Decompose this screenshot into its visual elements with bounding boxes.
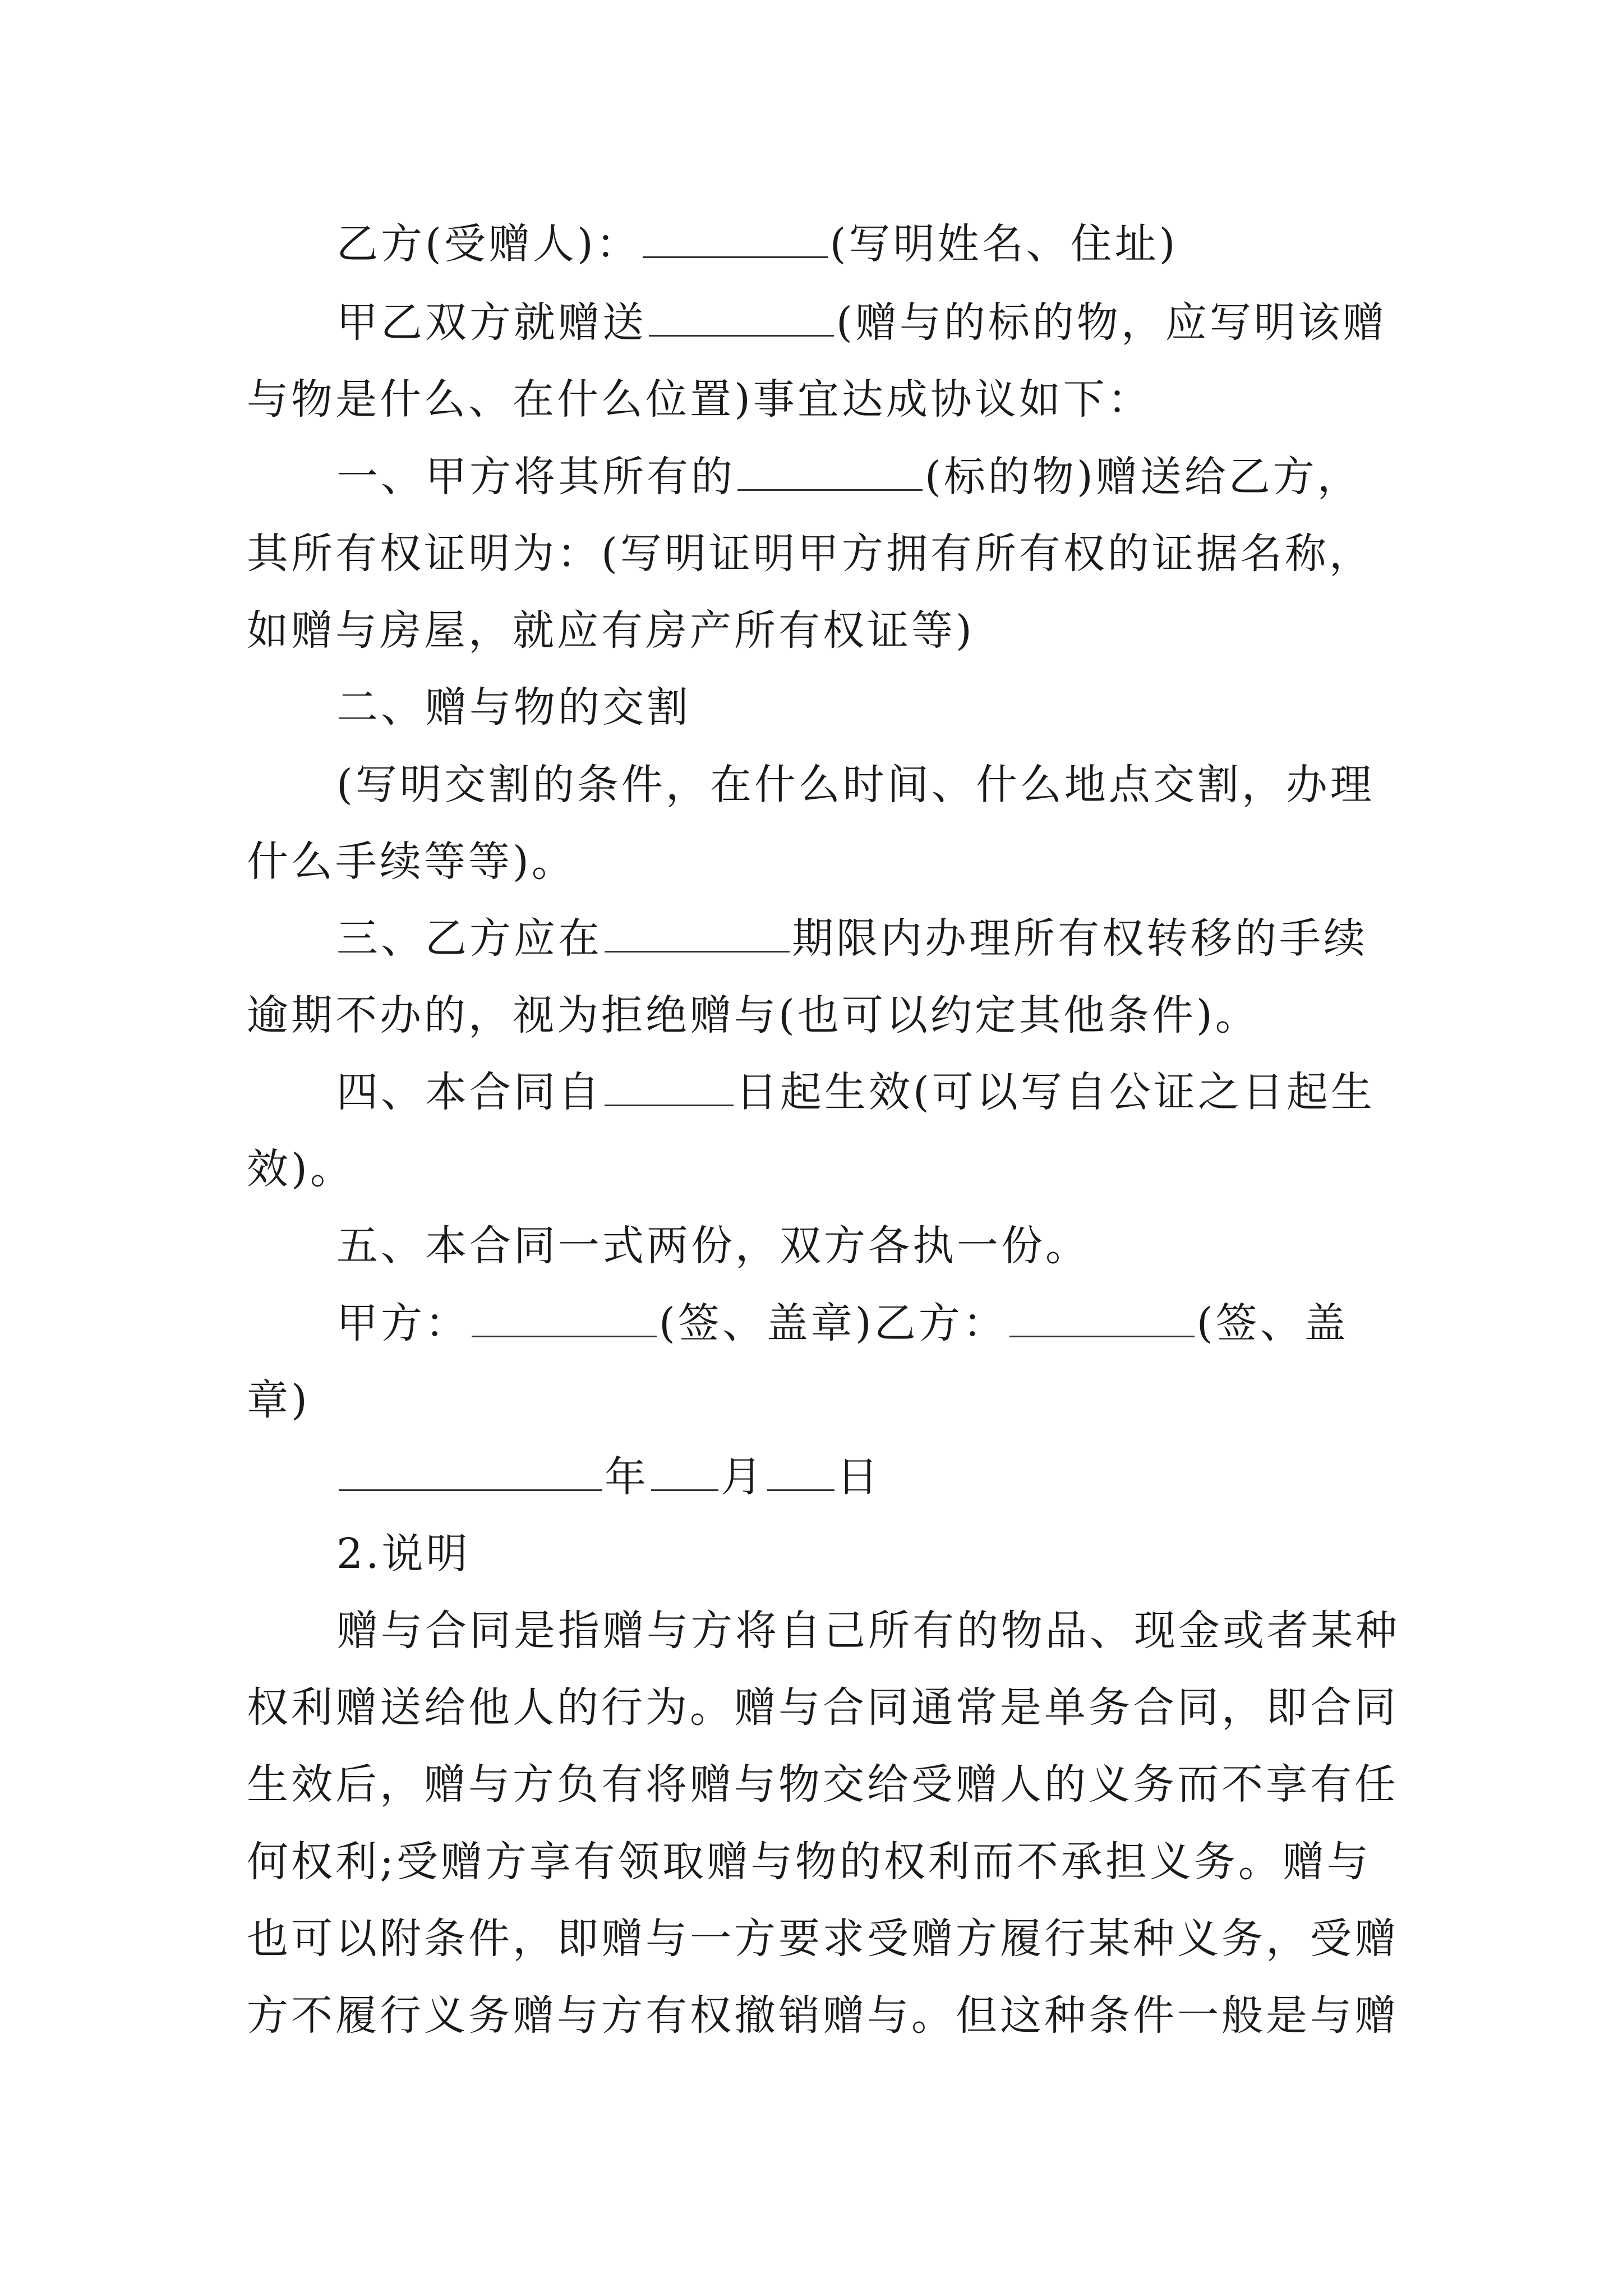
sign-party-b-note: (签、盖 xyxy=(1196,1299,1349,1347)
gift-item-blank xyxy=(649,302,834,337)
clause-1-line-1 xyxy=(336,449,1362,505)
explanation-text: 方不履行义务赠与方有权撤销赠与。但这种条件一般是与赠 xyxy=(247,1991,1399,2040)
explanation-line-6 xyxy=(247,1987,1399,2044)
clause-1-line-2 xyxy=(247,526,1373,582)
section-2-heading: 2.说明 xyxy=(336,1530,471,1578)
party-b-label: 乙方(受赠人)： xyxy=(336,220,640,268)
clause-1-example: 如赠与房屋，就应有房产所有权证等) xyxy=(247,606,975,655)
clause-4-blank xyxy=(605,1072,734,1106)
clause-5-line xyxy=(336,1218,1090,1274)
clause-2-heading: 二、赠与物的交割 xyxy=(336,683,691,731)
clause-3-blank xyxy=(605,918,790,953)
clause-3-text: 三、乙方应在 xyxy=(336,914,602,963)
section-2-title xyxy=(336,1526,471,1582)
date-line xyxy=(336,1449,881,1505)
gift-intro-line-1 xyxy=(336,295,1387,351)
clause-1-line-3 xyxy=(247,602,975,659)
explanation-text: 何权利;受赠方享有领取赠与物的权利而不承担义务。赠与 xyxy=(247,1838,1371,1886)
explanation-text: 权利赠送给他人的行为。赠与合同通常是单务合同，即合同 xyxy=(247,1683,1399,1732)
signature-line-1 xyxy=(336,1295,1349,1351)
gift-intro-line-2 xyxy=(247,371,1152,427)
sign-party-a-blank xyxy=(472,1303,657,1337)
clause-3-note: 期限内办理所有权转移的手续 xyxy=(792,914,1368,963)
clause-4-line-2 xyxy=(247,1141,354,1197)
date-month-label: 月 xyxy=(721,1453,765,1501)
gift-intro-continued: 与物是什么、在什么位置)事宜达成协议如下： xyxy=(247,375,1152,424)
sign-party-a-label: 甲方： xyxy=(336,1299,469,1347)
explanation-line-1 xyxy=(336,1603,1400,1659)
clause-2-line-1 xyxy=(336,757,1375,813)
clause-2-title xyxy=(336,679,691,735)
explanation-line-2 xyxy=(247,1680,1399,1736)
party-b-blank xyxy=(643,224,828,258)
clause-5-text: 五、本合同一式两份，双方各执一份。 xyxy=(336,1222,1090,1270)
day-blank xyxy=(767,1457,834,1491)
clause-3-continued: 逾期不办的，视为拒绝赠与(也可以约定其他条件)。 xyxy=(247,991,1260,1039)
explanation-line-3 xyxy=(247,1756,1399,1812)
sign-party-b-label: (签、盖章)乙方： xyxy=(659,1299,1007,1347)
explanation-text: 赠与合同是指赠与方将自己所有的物品、现金或者某种 xyxy=(336,1607,1400,1655)
clause-1-blank xyxy=(737,457,923,491)
clause-2-line-2 xyxy=(247,834,576,890)
clause-4-note: 日起生效(可以写自公证之日起生 xyxy=(736,1068,1375,1116)
clause-4-line-1 xyxy=(336,1064,1375,1120)
clause-3-line-2 xyxy=(247,987,1260,1043)
party-b-line xyxy=(336,216,1178,272)
explanation-line-5 xyxy=(247,1911,1399,1967)
year-blank xyxy=(339,1457,602,1491)
month-blank xyxy=(651,1457,718,1491)
clause-1-text: 一、甲方将其所有的 xyxy=(336,453,735,501)
date-day-label: 日 xyxy=(837,1453,881,1501)
clause-2-continued: 什么手续等等)。 xyxy=(247,838,576,886)
sign-continued: 章) xyxy=(247,1376,310,1424)
party-b-note: (写明姓名、住址) xyxy=(829,220,1178,268)
explanation-text: 生效后，赠与方负有将赠与物交给受赠人的义务而不享有任 xyxy=(247,1760,1399,1809)
clause-2-text: (写明交割的条件，在什么时间、什么地点交割，办理 xyxy=(336,761,1375,809)
explanation-line-4 xyxy=(247,1834,1371,1890)
clause-1-proof: 其所有权证明为：(写明证明甲方拥有所有权的证据名称， xyxy=(247,530,1373,578)
gift-intro-note: (赠与的标的物，应写明该赠 xyxy=(836,298,1387,347)
clause-1-note: (标的物)赠送给乙方， xyxy=(925,453,1362,501)
explanation-text: 也可以附条件，即赠与一方要求受赠方履行某种义务，受赠 xyxy=(247,1915,1399,1963)
signature-line-2 xyxy=(247,1372,310,1428)
date-year-label: 年 xyxy=(605,1453,649,1501)
gift-intro-text: 甲乙双方就赠送 xyxy=(336,298,647,347)
clause-4-continued: 效)。 xyxy=(247,1145,354,1193)
clause-4-text: 四、本合同自 xyxy=(336,1068,602,1116)
sign-party-b-blank xyxy=(1009,1303,1195,1337)
clause-3-line-1 xyxy=(336,910,1368,967)
